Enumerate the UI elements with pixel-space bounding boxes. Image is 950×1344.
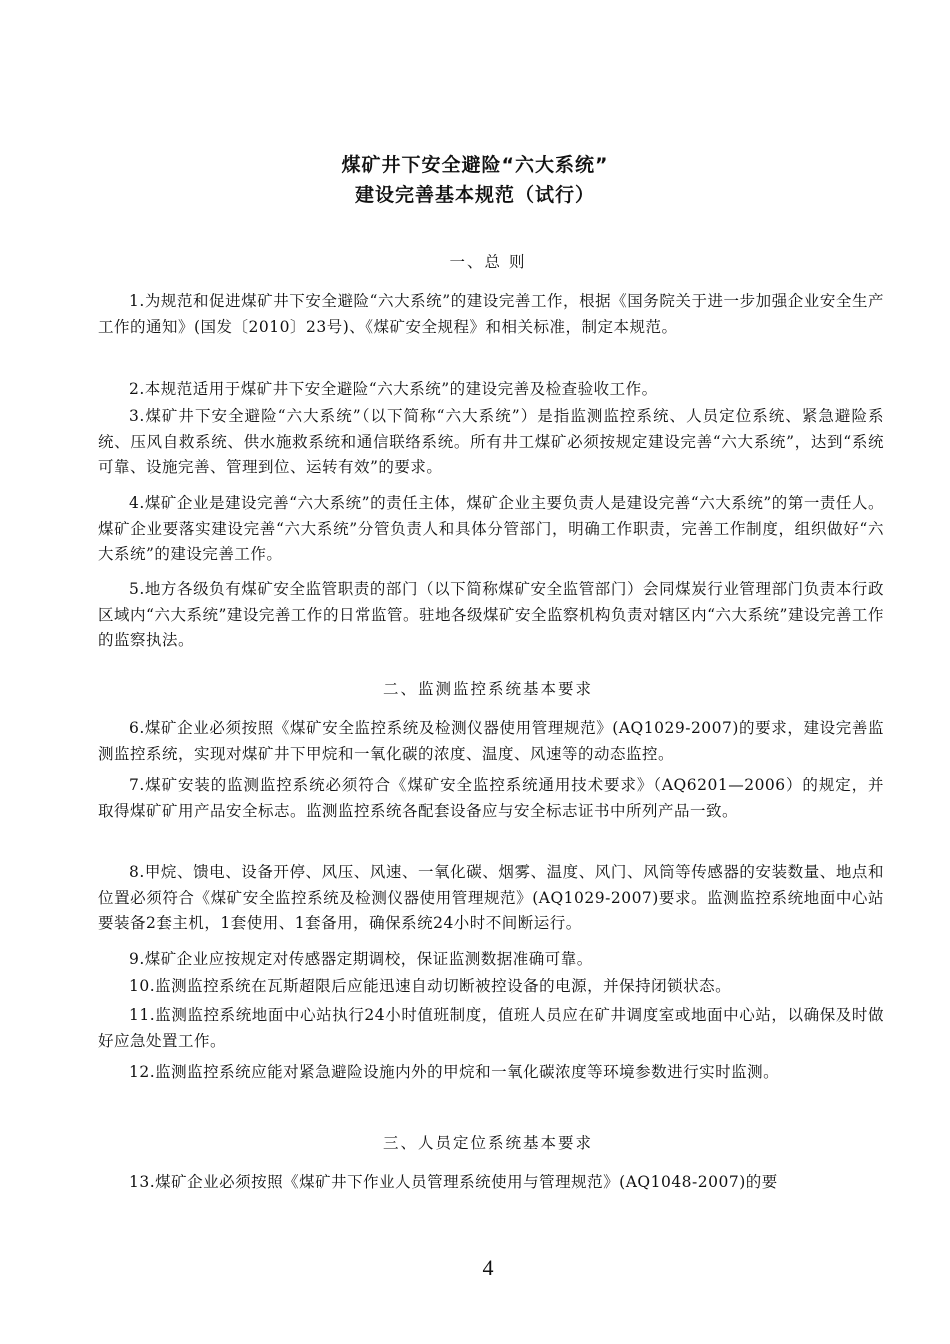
section-heading-personnel: 三、人员定位系统基本要求 [382,1134,593,1152]
paragraph-2: 2.本规范适用于煤矿井下安全避险“六大系统”的建设完善及检查验收工作。 [129,380,658,398]
paragraph-12: 12.监测监控系统应能对紧急避险设施内外的甲烷和一氧化碳浓度等环境参数进行实时监测。 [129,1063,780,1081]
paragraph-11: 11.监测监控系统地面中心站执行24小时值班制度，值班人员应在矿井调度室或地面中心站，以确保及时做好应急处置工作。 [98,1006,884,1050]
paragraph-8: 8.甲烷、馈电、设备开停、风压、风速、一氧化碳、烟雾、温度、风门、风筒等传感器的安装数量、地点和位置必须符合《煤矿安全监控系统及检测仪器使用管理规范》(AQ1029-2007)要求。监测监控系统地面中心站要装备2套主机，1套使用、1套备用，确保系统24小时不间断运行。 [98,863,884,932]
paragraph-5: 5.地方各级负有煤矿安全监管职责的部门（以下简称煤矿安全监管部门）会同煤炭行业管理部门负责本行政区域内“六大系统”建设完善工作的日常监管。驻地各级煤矿安全监察机构负责对辖区内“六大系统”建设完善工作的监察执法。 [98,580,884,649]
section-heading-monitoring: 二、监测监控系统基本要求 [382,680,593,698]
paragraph-10: 10.监测监控系统在瓦斯超限后应能迅速自动切断被控设备的电源，并保持闭锁状态。 [129,977,732,995]
document-title-line2: 建设完善基本规范（试行） [354,184,595,206]
paragraph-9: 9.煤矿企业应按规定对传感器定期调校，保证监测数据准确可靠。 [129,950,593,968]
page-number: 4 [482,1255,494,1280]
paragraph-13: 13.煤矿企业必须按照《煤矿井下作业人员管理系统使用与管理规范》(AQ1048-2007)的要 [129,1173,778,1191]
paragraph-4: 4.煤矿企业是建设完善“六大系统”的责任主体，煤矿企业主要负责人是建设完善“六大系统”的第一责任人。煤矿企业要落实建设完善“六大系统”分管负责人和具体分管部门，明确工作职责，完善工作制度，组织做好“六大系统”的建设完善工作。 [98,494,884,563]
paragraph-1: 1.为规范和促进煤矿井下安全避险“六大系统”的建设完善工作，根据《国务院关于进一步加强企业安全生产工作的通知》(国发〔2010〕23号)、《煤矿安全规程》和相关标准，制定本规范。 [98,292,884,336]
paragraph-6: 6.煤矿企业必须按照《煤矿安全监控系统及检测仪器使用管理规范》(AQ1029-2007)的要求，建设完善监测监控系统，实现对煤矿井下甲烷和一氧化碳的浓度、温度、风速等的动态监控。 [98,719,884,763]
paragraph-3: 3.煤矿井下安全避险“六大系统”（以下简称“六大系统”）是指监测监控系统、人员定位系统、紧急避险系统、压风自救系统、供水施救系统和通信联络系统。所有井工煤矿必须按规定建设完善“六大系统”，达到“系统可靠、设施完善、管理到位、运转有效”的要求。 [98,407,884,476]
document-title-line1: 煤矿井下安全避险“六大系统” [341,154,609,176]
section-heading-general: 一、总 则 [449,253,527,271]
paragraph-7: 7.煤矿安装的监测监控系统必须符合《煤矿安全监控系统通用技术要求》（AQ6201—2006）的规定，并取得煤矿矿用产品安全标志。监测监控系统各配套设备应与安全标志证书中所列产品一致。 [98,776,884,820]
